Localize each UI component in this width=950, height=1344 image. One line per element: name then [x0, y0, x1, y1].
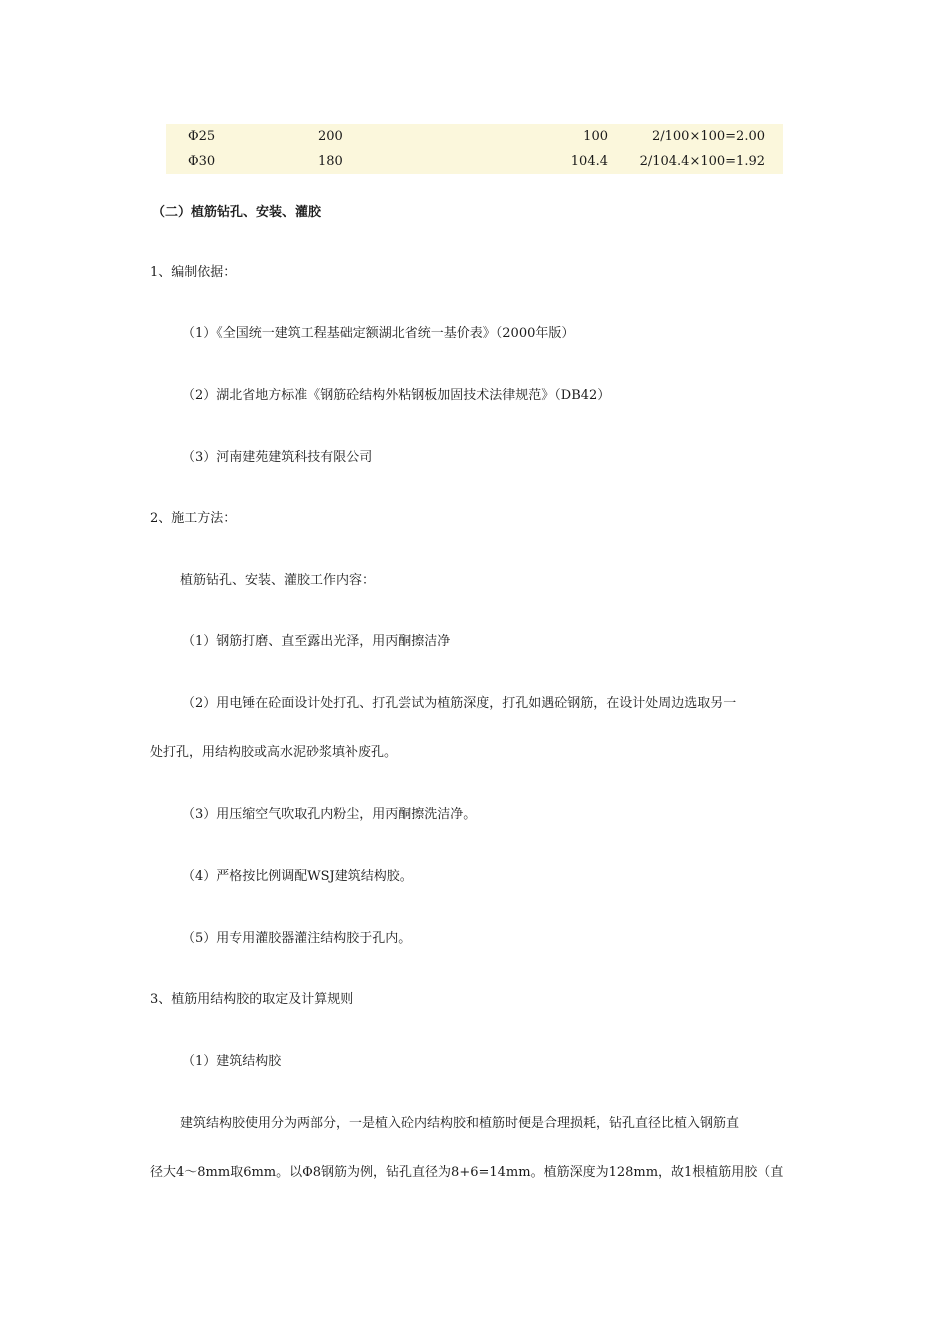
table-row — [166, 149, 783, 174]
basis-item: （3）河南建苑建筑科技有限公司 — [182, 450, 373, 465]
method-step: （4）严格按比例调配WSJ建筑结构胶。 — [182, 869, 413, 884]
basis-item: （1）《全国统一建筑工程基础定额湖北省统一基价表》（2000年版） — [182, 326, 575, 341]
formula-cell: 2/104.4×100=1.92 — [639, 154, 765, 169]
paragraph-line: 建筑结构胶使用分为两部分，一是植入砼内结构胶和植筋时便是合理损耗，钻孔直径比植入钢筋直 — [180, 1116, 740, 1131]
table-row — [166, 124, 783, 149]
heading-glue-rules: 3、植筋用结构胶的取定及计算规则 — [150, 992, 354, 1007]
method-step: （3）用压缩空气吹取孔内粉尘，用丙酮擦洗洁净。 — [182, 807, 477, 822]
table-cell: 180 — [318, 154, 343, 169]
table-cell: 104.4 — [570, 154, 608, 169]
table-cell: 100 — [583, 129, 608, 144]
method-intro: 植筋钻孔、安装、灌胶工作内容： — [180, 573, 376, 588]
method-step-continued: 处打孔，用结构胶或高水泥砂浆填补废孔。 — [150, 745, 398, 760]
formula-cell: 2/100×100=2.00 — [651, 129, 765, 144]
rebar-diameter: Φ30 — [188, 154, 216, 169]
heading-method: 2、施工方法： — [150, 511, 237, 526]
method-step: （2）用电锤在砼面设计处打孔、打孔尝试为植筋深度，打孔如遇砼钢筋，在设计处周边选取另一 — [182, 696, 737, 711]
method-step: （5）用专用灌胶器灌注结构胶于孔内。 — [182, 931, 412, 946]
heading-basis: 1、编制依据： — [150, 265, 237, 280]
method-step: （1）钢筋打磨、直至露出光泽，用丙酮擦洁净 — [182, 634, 451, 649]
table-cell: 200 — [318, 129, 343, 144]
section-title: （二）植筋钻孔、安装、灌胶 — [152, 205, 322, 220]
basis-item: （2）湖北省地方标准《钢筋砼结构外粘钢板加固技术法律规范》（DB42） — [182, 388, 611, 403]
rebar-glue-table — [166, 124, 783, 174]
sub-heading: （1）建筑结构胶 — [182, 1054, 282, 1069]
paragraph-line: 径大4～8mm取6mm。以Φ8钢筋为例，钻孔直径为8+6=14mm。植筋深度为128mm，故1根植筋用胶（直 — [150, 1165, 784, 1180]
rebar-diameter: Φ25 — [188, 129, 216, 144]
